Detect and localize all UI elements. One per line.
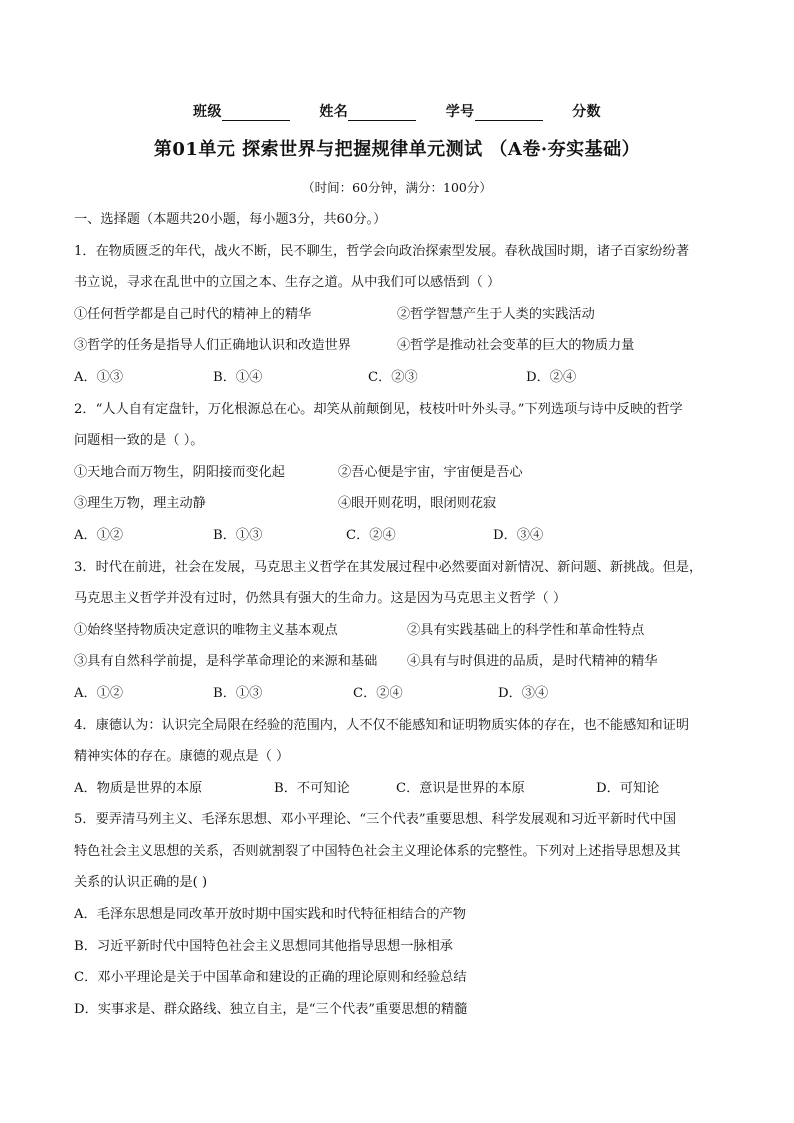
option-d[interactable]: D．③④ <box>498 685 549 701</box>
section-heading: 一、选择题（本题共20小题，每小题3分，共60分。） <box>74 212 387 227</box>
answer-options <box>74 520 724 552</box>
option-a[interactable]: A．①② <box>74 527 124 543</box>
option-d[interactable]: D．②④ <box>526 369 577 385</box>
statement-2: ②具有实践基础上的科学性和革命性特点 <box>407 622 645 638</box>
statement-row <box>74 299 724 331</box>
name-label: 姓名 <box>319 104 349 120</box>
statement-1: ①始终坚持物质决定意识的唯物主义基本观点 <box>74 622 338 638</box>
option-d[interactable]: D．可知论 <box>596 780 660 796</box>
statement-row <box>74 457 724 489</box>
statement-3: ③具有自然科学前提，是科学革命理论的来源和基础 <box>74 654 378 670</box>
question-4-line-1: 4．康德认为：认识完全局限在经验的范围内，人不仅不能感知和证明物质实体的存在，也不能感知和证明 <box>74 717 690 733</box>
statement-3: ③哲学的任务是指导人们正确地认识和改造世界 <box>74 338 351 354</box>
question-1 <box>74 236 724 394</box>
question-4 <box>74 710 724 805</box>
statement-3: ③理生万物，理主动静 <box>74 496 206 512</box>
name-blank <box>348 106 416 121</box>
page-title: 第01单元 探索世界与把握规律单元测试 （A卷·夯实基础） <box>153 139 641 160</box>
option-a[interactable]: A．毛泽东思想是同改革开放时期中国实践和时代特征相结合的产物 <box>74 907 466 923</box>
statement-row <box>74 330 724 362</box>
statement-row <box>74 615 724 647</box>
question-2-line-1: 2．“人人自有定盘针，万化根源总在心。却笑从前颠倒见，枝枝叶叶外头寻。”下列选项与诗中反映的哲学 <box>74 401 683 417</box>
question-3-line-2: 马克思主义哲学并没有过时，仍然具有强大的生命力。这是因为马克思主义哲学（ ） <box>74 591 567 607</box>
question-5-line-2: 特色社会主义思想的关系，否则就割裂了中国特色社会主义理论体系的完整性。下列对上述指导思想及其 <box>74 843 681 859</box>
option-c[interactable]: C．意识是世界的本原 <box>396 780 525 796</box>
question-5-line-1: 5．要弄清马列主义、毛泽东思想、邓小平理论、“三个代表”重要思想、科学发展观和习近平新时代中国 <box>74 812 677 828</box>
question-4-line-2: 精神实体的存在。康德的观点是（ ） <box>74 749 290 765</box>
option-a[interactable]: A．①② <box>74 685 124 701</box>
answer-options <box>74 678 724 710</box>
exam-time-info: （时间：60分钟，满分：100分） <box>302 180 492 195</box>
class-field <box>193 101 290 121</box>
statement-4: ④哲学是推动社会变革的巨大的物质力量 <box>397 338 635 354</box>
student-id-field <box>446 101 543 121</box>
answer-options <box>74 773 724 805</box>
student-id-blank <box>475 106 543 121</box>
question-3 <box>74 552 724 710</box>
question-5-line-3: 关系的认识正确的是( ) <box>74 875 208 891</box>
question-5 <box>74 804 724 1025</box>
option-b[interactable]: B．不可知论 <box>274 780 350 796</box>
option-d[interactable]: D．实事求是、群众路线、独立自主，是“三个代表”重要思想的精髓 <box>74 1001 468 1017</box>
question-2 <box>74 394 724 552</box>
student-info-line <box>0 101 794 121</box>
class-blank <box>222 106 290 121</box>
statement-4: ④具有与时俱进的品质，是时代精神的精华 <box>407 654 658 670</box>
name-field <box>319 101 416 121</box>
statement-row <box>74 488 724 520</box>
option-b[interactable]: B．习近平新时代中国特色社会主义思想同其他指导思想一脉相承 <box>74 938 453 954</box>
option-b[interactable]: B．①④ <box>213 369 263 385</box>
question-1-line-2: 书立说，寻求在乱世中的立国之本、生存之道。从中我们可以感悟到（ ） <box>74 275 501 291</box>
option-a[interactable]: A．①③ <box>74 369 124 385</box>
statement-1: ①任何哲学都是自己时代的精神上的精华 <box>74 306 312 322</box>
question-3-line-1: 3．时代在前进，社会在发展，马克思主义哲学在其发展过程中必然要面对新情况、新问题、新挑战。但是， <box>74 559 703 575</box>
class-label: 班级 <box>192 104 222 120</box>
option-a[interactable]: A．物质是世界的本原 <box>74 780 203 796</box>
statement-4: ④眼开则花明，眼闭则花寂 <box>338 496 497 512</box>
question-1-line-1: 1．在物质匮乏的年代，战火不断，民不聊生，哲学会向政治探索型发展。春秋战国时期，诸子百家纷纷著 <box>74 243 690 259</box>
option-c[interactable]: C．②④ <box>353 685 403 701</box>
answer-options <box>74 362 724 394</box>
question-list <box>74 204 724 1025</box>
question-2-line-2: 问题相一致的是（ ）。 <box>74 433 204 449</box>
option-b[interactable]: B．①③ <box>213 527 263 543</box>
statement-row <box>74 646 724 678</box>
statement-2: ②哲学智慧产生于人类的实践活动 <box>397 306 595 322</box>
option-b[interactable]: B．①③ <box>213 685 263 701</box>
option-c[interactable]: C．②④ <box>346 527 396 543</box>
statement-1: ①天地合而万物生，阴阳接而变化起 <box>74 464 285 480</box>
score-label: 分数 <box>572 104 602 120</box>
statement-2: ②吾心便是宇宙，宇宙便是吾心 <box>338 464 523 480</box>
option-c[interactable]: C．邓小平理论是关于中国革命和建设的正确的理论原则和经验总结 <box>74 970 467 986</box>
score-field <box>572 101 601 121</box>
student-id-label: 学号 <box>445 104 475 120</box>
option-d[interactable]: D．③④ <box>493 527 544 543</box>
option-c[interactable]: C．②③ <box>368 369 418 385</box>
